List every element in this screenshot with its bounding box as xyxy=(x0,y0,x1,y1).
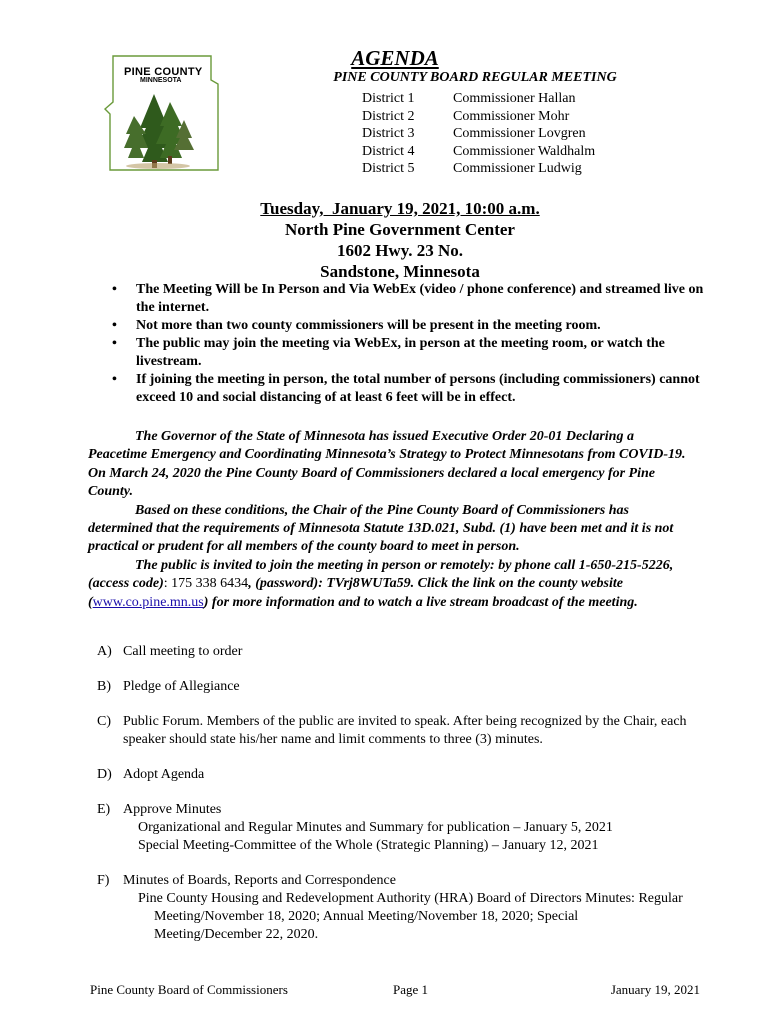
bullet-item: • The public may join the meeting via WebEx, in person at the meeting room, or watch the livestream. xyxy=(108,335,708,371)
item-text: Adopt Agenda xyxy=(123,767,205,782)
item-text: Call meeting to order xyxy=(123,644,243,659)
item-text: Public Forum. Members of the public are invited to speak. After being recognized by the Chair, each speaker should state his/her name and limit comments to three (3) minutes. xyxy=(123,714,687,747)
district-row xyxy=(362,143,595,161)
item-subline: Organizational and Regular Minutes and Summary for publication – January 5, 2021 xyxy=(138,820,613,835)
emergency-notice xyxy=(88,428,688,612)
item-letter: A) xyxy=(97,644,112,659)
commissioner-name: Commissioner Waldhalm xyxy=(453,143,596,159)
meeting-subtitle: PINE COUNTY BOARD REGULAR MEETING xyxy=(333,70,617,85)
footer-page-number: Page 1 xyxy=(393,982,429,997)
footer-date: January 19, 2021 xyxy=(610,982,700,997)
meeting-location: North Pine Government Center xyxy=(285,220,515,239)
notice-paragraph-remote xyxy=(88,557,688,612)
item-text: Minutes of Boards, Reports and Correspondence xyxy=(123,873,396,888)
agenda-item xyxy=(97,643,687,661)
district-row xyxy=(362,108,595,126)
item-subline: Pine County Housing and Redevelopment Authority (HRA) Board of Directors Minutes: Regular Meeting/November 18, 2020; Annual Meeting/November 18, 2020; Special Meeting/December 22, 2020. xyxy=(138,891,683,942)
agenda-item xyxy=(97,713,687,749)
access-code: : 175 338 6434 xyxy=(163,576,249,592)
item-subline: Special Meeting-Committee of the Whole (Strategic Planning) – January 12, 2021 xyxy=(138,838,599,853)
item-letter: F) xyxy=(97,873,110,888)
meeting-info xyxy=(150,198,650,282)
county-website-link[interactable]: www.co.pine.mn.us xyxy=(92,594,204,610)
district-label: District 4 xyxy=(362,143,415,159)
notice-paragraph: Based on these conditions, the Chair of the Pine County Board of Commissioners has determined that the requirements of Minnesota Statute 13D.021, Subd. (1) have been met and it is not practical or prudent for all members of the county board to meet in person. xyxy=(88,502,674,555)
item-text: Approve Minutes xyxy=(123,802,222,817)
district-label: District 1 xyxy=(362,91,415,106)
remote-phone-text: The public is invited to join the meeting in person or remotely: by phone call 1-650-215-5226, (access code) xyxy=(88,557,674,592)
district-label: District 5 xyxy=(362,161,415,176)
notice-paragraph: The Governor of the State of Minnesota has issued Executive Order 20-01 Declaring a Peacetime Emergency and Coordinating Minnesota’s Strategy to Protect Minnesotans from COVID-19. On March 24, 2020 the Pine County Board of Commissioners declared a local emergency for Pine County. xyxy=(88,429,686,500)
bullet-item: • If joining the meeting in person, the total number of persons (including commissioners) cannot exceed 10 and social distancing of at least 6 feet will be in effect. xyxy=(108,371,708,407)
district-row xyxy=(362,125,595,143)
bullet-item: • Not more than two county commissioners will be present in the meeting room. xyxy=(108,317,708,335)
district-row xyxy=(362,160,595,178)
district-label: District 3 xyxy=(362,126,415,141)
bullet-item: • The Meeting Will be In Person and Via WebEx (video / phone conference) and streamed live on the internet. xyxy=(108,281,708,317)
item-letter: D) xyxy=(97,767,112,782)
logo-line1: PINE COUNTY xyxy=(124,66,203,78)
commissioner-name: Commissioner Hallan xyxy=(453,91,576,106)
meeting-date: Tuesday, January 19, 2021, 10:00 a.m. xyxy=(260,199,540,218)
agenda-item xyxy=(97,872,687,944)
county-logo xyxy=(96,44,226,176)
agenda-item xyxy=(97,678,687,696)
commissioner-name: Commissioner Lovgren xyxy=(453,126,586,141)
district-row xyxy=(362,90,595,108)
meeting-bullets xyxy=(108,281,708,407)
agenda-item xyxy=(97,801,687,855)
item-letter: B) xyxy=(97,679,111,694)
livestream-text: ) for more information and to watch a live stream broadcast of the meeting. xyxy=(203,594,638,610)
item-letter: C) xyxy=(97,714,111,729)
district-label: District 2 xyxy=(362,108,415,124)
item-letter: E) xyxy=(97,802,111,817)
footer-left: Pine County Board of Commissioners xyxy=(90,982,288,997)
district-list xyxy=(362,90,595,178)
meeting-city: Sandstone, Minnesota xyxy=(320,262,480,281)
logo-line2: MINNESOTA xyxy=(140,77,182,84)
agenda-title: AGENDA xyxy=(351,46,439,70)
commissioner-name: Commissioner Ludwig xyxy=(453,161,582,176)
password-text: , (password): TVrj8WUTa59. Click the link on the county website ( xyxy=(88,576,623,610)
agenda-item xyxy=(97,766,687,784)
agenda-items xyxy=(97,643,687,961)
item-text: Pledge of Allegiance xyxy=(123,679,240,694)
commissioner-name: Commissioner Mohr xyxy=(453,108,570,124)
meeting-address: 1602 Hwy. 23 No. xyxy=(336,241,464,260)
